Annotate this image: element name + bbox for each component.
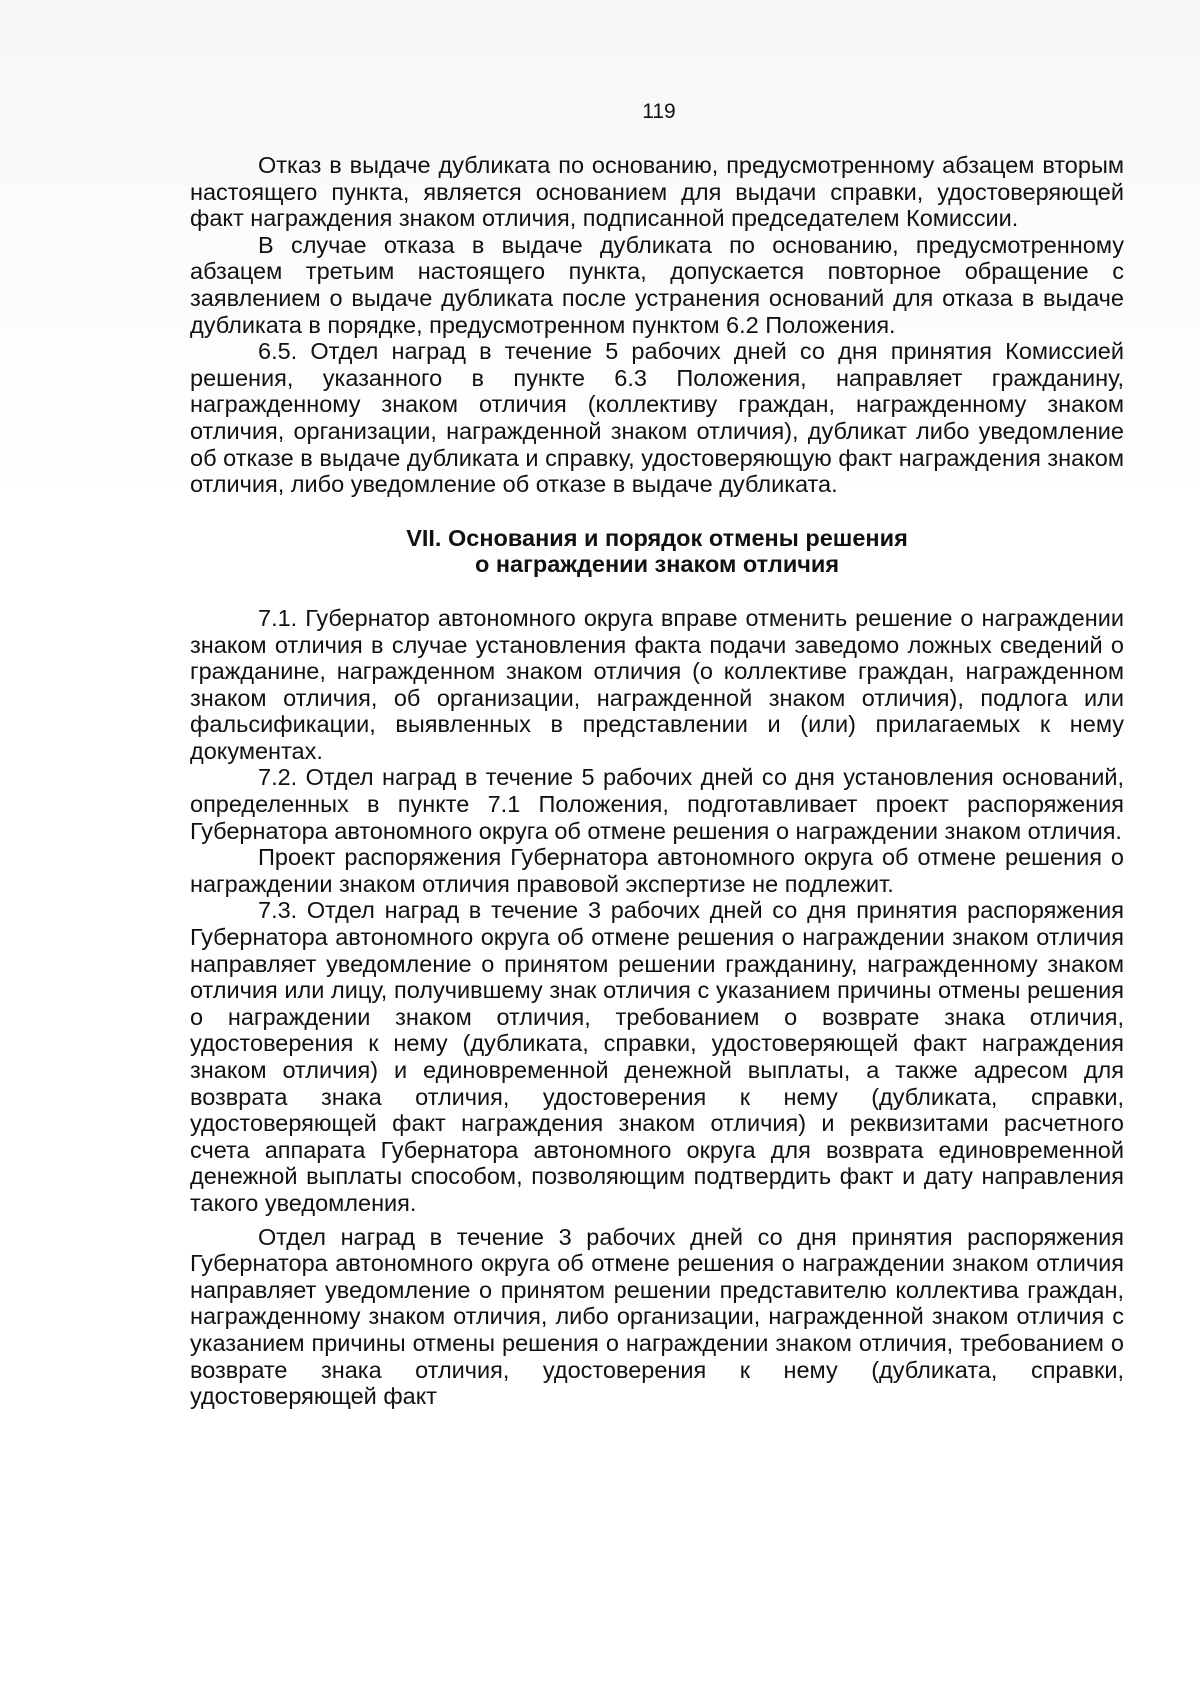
page-number: 119 [642, 100, 676, 123]
paragraph-6-5: 6.5. Отдел наград в течение 5 рабочих дней со дня принятия Комиссией решения, указанного в пункте 6.3 Положения, направляет гражданину, награжденному знаком отличия (коллективу граждан, награжденному знаком отличия, организации, награжденной знаком отличия), дубликат либо уведомление об отказе в выдаче дубликата и справку, удостоверяющую факт награждения знаком отличия, либо уведомление об отказе в выдаче дубликата. [190, 338, 1124, 498]
paragraph-7-1: 7.1. Губернатор автономного округа вправе отменить решение о награждении знаком отличия в случае установления факта подачи заведомо ложных сведений о гражданине, награжденном знаком отличия (о коллективе граждан, награжденном знаком отличия, об организации, награжденной знаком отличия), подлога или фальсификации, выявленных в представлении и (или) прилагаемых к нему документах. [190, 604, 1124, 764]
paragraph-collective-notification: Отдел наград в течение 3 рабочих дней со дня принятия распоряжения Губернатора автономного округа об отмене решения о награждении знаком отличия направляет уведомление о принятом решении представителю коллектива граждан, награжденному знаком отличия, либо организации, награжденной знаком отличия с указанием причины отмены решения о награждении знаком отличия, требованием о возврате знака отличия, удостоверения к нему (дубликата, справки, удостоверяющей факт [190, 1223, 1124, 1410]
paragraph-7-2: 7.2. Отдел наград в течение 5 рабочих дней со дня установления оснований, определенных в пункте 7.1 Положения, подготавливает проект распоряжения Губернатора автономного округа об отмене решения о награждении знаком отличия. [190, 764, 1124, 844]
paragraph-7-3: 7.3. Отдел наград в течение 3 рабочих дней со дня принятия распоряжения Губернатора автономного округа об отмене решения о награждении знаком отличия направляет уведомление о принятом решении гражданину, награжденному знаком отличия или лицу, получившему знак отличия с указанием причины отмены решения о награждении знаком отличия, требованием о возврате знака отличия, удостоверения к нему (дубликата, справки, удостоверяющей факт награждения знаком отличия) и единовременной денежной выплаты, а также адресом для возврата знака отличия, удостоверения к нему (дубликата, справки, удостоверяющей факт награждения знаком отличия) и реквизитами расчетного счета аппарата Губернатора автономного округа для возврата единовременной денежной выплаты способом, позволяющим подтвердить факт и дату направления такого уведомления. [190, 897, 1124, 1216]
paragraph-refusal-duplicate: Отказ в выдаче дубликата по основанию, предусмотренному абзацем вторым настоящего пункта, является основанием для выдачи справки, удостоверяющей факт награждения знаком отличия, подписанной председателем Комиссии. [190, 152, 1124, 232]
paragraph-draft-order: Проект распоряжения Губернатора автономного округа об отмене решения о награждении знаком отличия правовой экспертизе не подлежит. [190, 844, 1124, 897]
document-body [190, 152, 1124, 1410]
paragraph-repeat-application: В случае отказа в выдаче дубликата по основанию, предусмотренному абзацем третьим настоящего пункта, допускается повторное обращение с заявлением о выдаче дубликата после устранения оснований для отказа в выдаче дубликата в порядке, предусмотренном пунктом 6.2 Положения. [190, 231, 1124, 338]
section-heading [190, 525, 1124, 578]
section-heading-line-2: о награждении знаком отличия [474, 551, 840, 578]
section-heading-line-1: VII. Основания и порядок отмены решения [406, 524, 908, 551]
